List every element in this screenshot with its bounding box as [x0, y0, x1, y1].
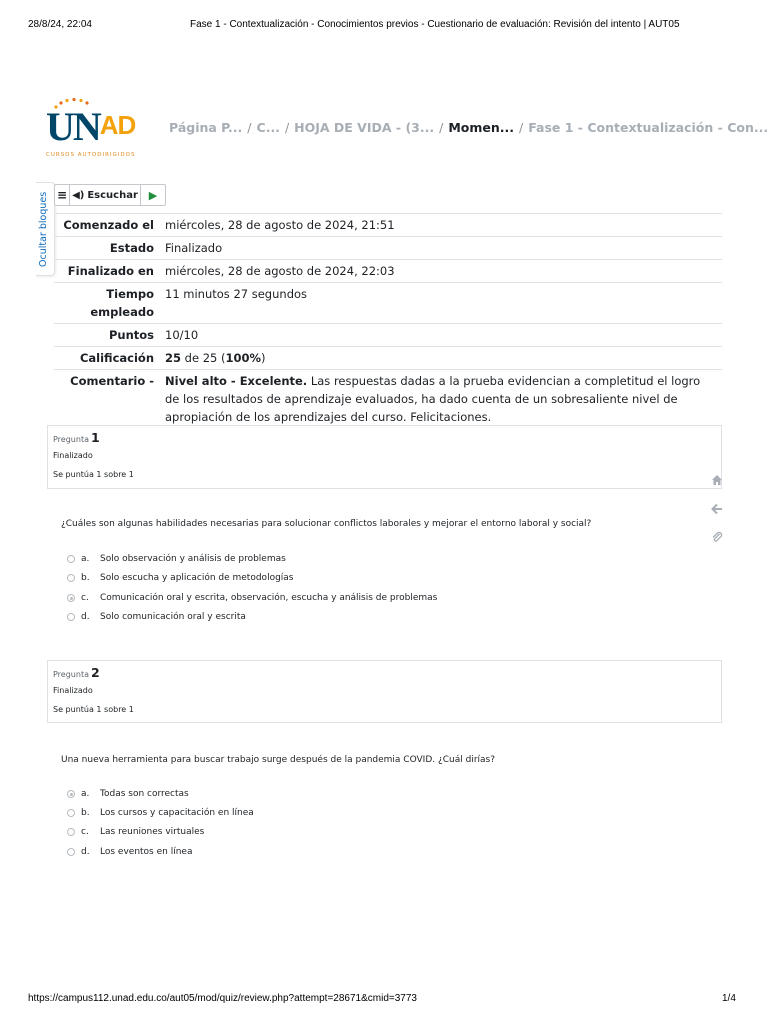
- unad-logo[interactable]: [44, 97, 136, 163]
- radio-button[interactable]: [67, 848, 75, 856]
- answer-option[interactable]: d. Los eventos en línea: [67, 847, 192, 857]
- summary-label: Comenzado el: [54, 214, 160, 237]
- paperclip-icon[interactable]: [711, 531, 723, 546]
- feedback-title: Nivel alto - Excelente.: [165, 374, 308, 388]
- hide-blocks-toggle[interactable]: [36, 182, 55, 276]
- summary-value: Finalizado: [160, 237, 722, 260]
- breadcrumb-item[interactable]: Fase 1 - Contextualización - Con...: [528, 120, 768, 135]
- summary-label: Calificación: [54, 347, 160, 370]
- print-datetime: 28/8/24, 22:04: [28, 19, 92, 30]
- breadcrumb-item-active[interactable]: Momen...: [448, 120, 515, 135]
- question-info-box: [47, 660, 722, 723]
- listen-menu-icon[interactable]: ≡: [55, 185, 70, 205]
- question-number: Pregunta 1: [53, 430, 100, 445]
- answer-option[interactable]: b. Solo escucha y aplicación de metodologías: [67, 573, 294, 583]
- question-grade: Se puntúa 1 sobre 1: [53, 705, 134, 714]
- summary-row: [54, 370, 722, 429]
- listen-toolbar: [54, 184, 166, 206]
- summary-row: [54, 260, 722, 283]
- summary-value: 11 minutos 27 segundos: [160, 283, 722, 324]
- listen-button[interactable]: ◀) Escuchar: [70, 185, 141, 205]
- grade-value: 25 de 25 (100%): [160, 347, 722, 370]
- question-number: Pregunta 2: [53, 665, 100, 680]
- question-text: ¿Cuáles son algunas habilidades necesarias para solucionar conflictos laborales y mejorar el entorno laboral y social?: [61, 519, 592, 529]
- summary-label: Finalizado en: [54, 260, 160, 283]
- answer-option-selected[interactable]: a. Todas son correctas: [67, 789, 189, 799]
- print-page-number: 1/4: [722, 993, 736, 1004]
- question-state: Finalizado: [53, 686, 93, 695]
- radio-button[interactable]: [67, 613, 75, 621]
- summary-value: miércoles, 28 de agosto de 2024, 21:51: [160, 214, 722, 237]
- summary-label: Comentario -: [54, 370, 160, 429]
- summary-label: Tiempo empleado: [54, 283, 160, 324]
- play-button[interactable]: [141, 185, 165, 205]
- breadcrumb-item[interactable]: Página P...: [169, 120, 243, 135]
- print-url: https://campus112.unad.edu.co/aut05/mod/quiz/review.php?attempt=28671&cmid=3773: [28, 993, 417, 1004]
- home-icon[interactable]: [711, 474, 723, 489]
- radio-button[interactable]: [67, 555, 75, 563]
- logo-tagline: CURSOS AUTODIRIGIDOS: [46, 152, 136, 158]
- summary-row: [54, 283, 722, 324]
- answer-option[interactable]: b. Los cursos y capacitación en línea: [67, 808, 254, 818]
- question-state: Finalizado: [53, 451, 93, 460]
- play-icon: ▶: [148, 188, 158, 202]
- summary-row: [54, 324, 722, 347]
- feedback-value: [160, 370, 722, 429]
- summary-label: Puntos: [54, 324, 160, 347]
- radio-button-checked[interactable]: [67, 594, 75, 602]
- breadcrumb-item[interactable]: C...: [256, 120, 280, 135]
- answer-option-selected[interactable]: c. Comunicación oral y escrita, observación, escucha y análisis de problemas: [67, 593, 437, 603]
- question-text: Una nueva herramienta para buscar trabajo surge después de la pandemia COVID. ¿Cuál dirías?: [61, 755, 496, 765]
- radio-button[interactable]: [67, 574, 75, 582]
- radio-button[interactable]: [67, 809, 75, 817]
- question-info-box: [47, 425, 722, 489]
- logo-wordmark: UNAD: [46, 104, 136, 149]
- speaker-icon: ◀): [72, 189, 85, 201]
- hide-blocks-label: Ocultar bloques: [38, 191, 49, 267]
- question-grade: Se puntúa 1 sobre 1: [53, 470, 134, 479]
- summary-value: miércoles, 28 de agosto de 2024, 22:03: [160, 260, 722, 283]
- answer-option[interactable]: c. Las reuniones virtuales: [67, 827, 204, 837]
- radio-button[interactable]: [67, 828, 75, 836]
- summary-row: [54, 237, 722, 260]
- summary-row: [54, 214, 722, 237]
- breadcrumb-item[interactable]: HOJA DE VIDA - (3...: [294, 120, 435, 135]
- arrow-left-icon[interactable]: [711, 503, 723, 518]
- attempt-summary-table: [54, 213, 722, 429]
- answer-option[interactable]: d. Solo comunicación oral y escrita: [67, 612, 246, 622]
- summary-value: 10/10: [160, 324, 722, 347]
- summary-label: Estado: [54, 237, 160, 260]
- breadcrumb: Página P... / C... / HOJA DE VIDA - (3... / Momen... / Fase 1 - Contextualización - Con...: [169, 120, 768, 135]
- radio-button-checked[interactable]: [67, 790, 75, 798]
- print-title: Fase 1 - Contextualización - Conocimientos previos - Cuestionario de evaluación: Revisión del intento | AUT05: [190, 19, 680, 30]
- feedback-text: Las respuestas dadas a la prueba evidencian a completitud el logro de los resultados de aprendizaje evaluados, ha dado cuenta de un sobresaliente nivel de apropiación de los aprendizajes del curso. Felicitaciones.: [165, 374, 701, 424]
- summary-row: [54, 347, 722, 370]
- answer-option[interactable]: a. Solo observación y análisis de problemas: [67, 554, 286, 564]
